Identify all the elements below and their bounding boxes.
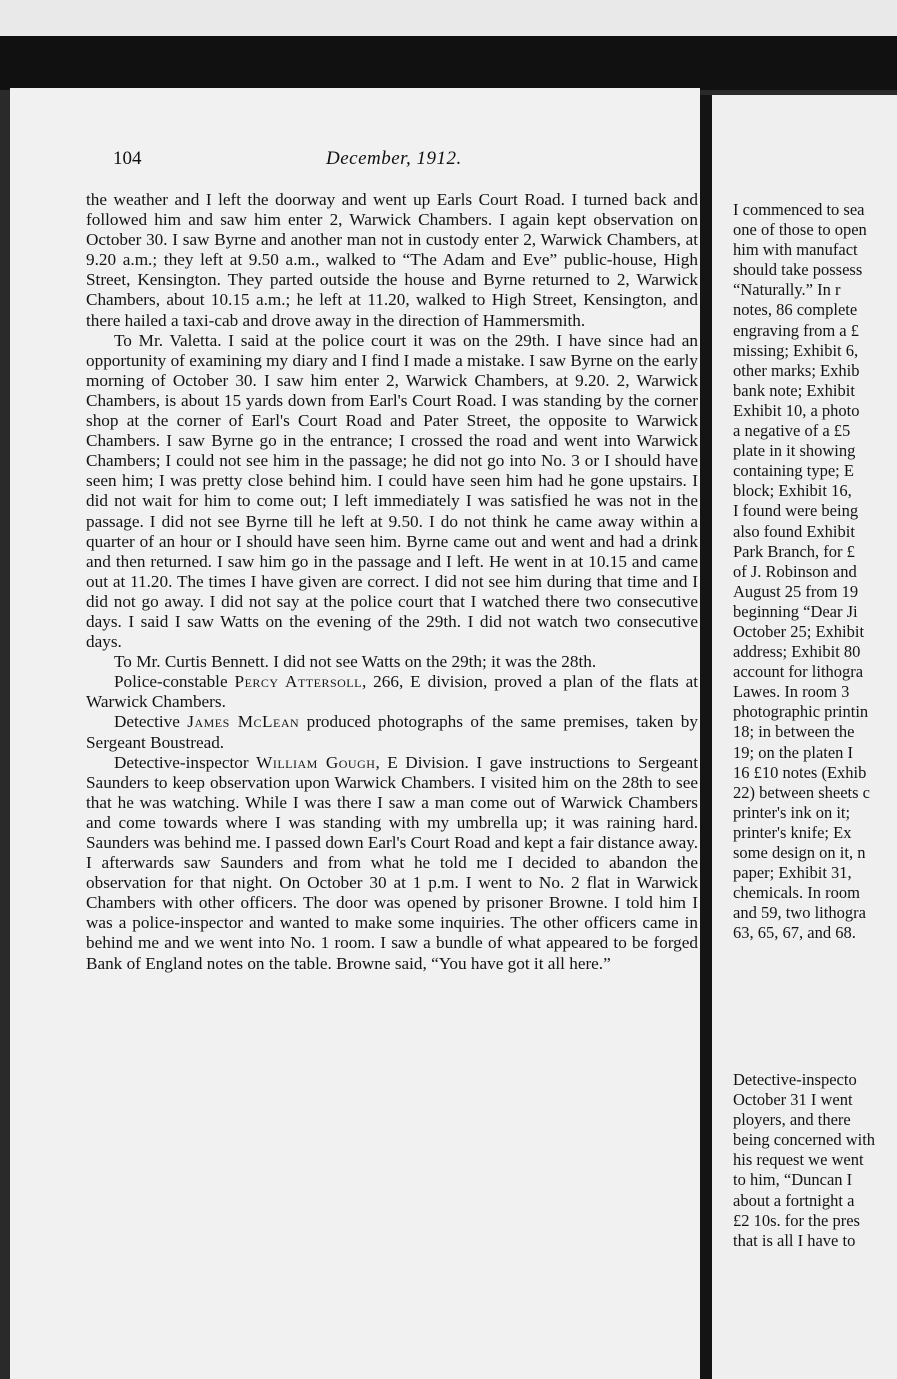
right-page-line: photographic printin — [733, 702, 869, 722]
right-page-line: August 25 from 19 — [733, 581, 859, 601]
right-page-line: bank note; Exhibit — [733, 380, 855, 400]
right-page-line: I found were being — [733, 501, 859, 521]
right-page-line: Detective-inspecto — [733, 1070, 857, 1089]
right-page-line: that is all I have to — [733, 1230, 856, 1250]
scanner-background — [0, 0, 897, 36]
p4-text-pre: Police-constable — [114, 672, 235, 692]
paragraph-2: To Mr. Valetta. I said at the police court it was on the 29th. I have since had an opportunity of examining my diary and I find I made a mistake. I saw Byrne on the early morning of October 30. I saw him enter 2, Warwick Chambers, at 9.20. 2, Warwick Chambers, is about 15 yards down from Earl's Court Road. I was standing by the corner shop at the corner of Earl's Court Road and Pater Street, the opposite to Warwick Chambers. I saw Byrne go in the entrance; I crossed the road and went into Warwick Chambers; I could not see him in the passage; he did not go into No. 3 or I should have seen him; I was pretty close behind him. I could have seen him had he gone upstairs. I did not wait for him to come out; I left immediately I was satisfied he was not in the passage. I did not see Byrne till he left at 9.50. I do not think he came away within a quarter of an hour or I should have seen him. Byrne came out and went and had a drink and then returned. I saw him go in the passage and I left. He went in at 10.15 and came out at 11.20. The times I have given are correct. I did not see him during that time and I did not go away. I did not say at the police court that I watched there two consecutive days. I said I saw Watts on the evening of the 29th. I did not watch two consecutive days. — [86, 330, 698, 652]
right-page-line: paper; Exhibit 31, — [733, 863, 852, 883]
right-page-text-lower — [733, 1070, 897, 1251]
right-page-line: to him, “Duncan I — [733, 1170, 853, 1190]
paragraph-1: the weather and I left the doorway and went up Earls Court Road. I turned back and followed him and saw him enter 2, Warwick Chambers. I again kept observation on October 30. I saw Byrne and another man not in custody enter 2, Warwick Chambers, at 9.20 a.m.; they left at 9.50 a.m., walked to “The Adam and Eve” public-house, High Street, Kensington. They parted outside the house and Byrne returned to 2, Warwick Chambers, about 10.15 a.m.; he left at 11.20, walked to High Street, Kensington, and there hailed a taxi-cab and drove away in the direction of Hammersmith. — [86, 190, 698, 330]
right-page-line: other marks; Exhib — [733, 360, 860, 380]
page-gutter — [700, 95, 712, 1379]
right-page-line: his request we went — [733, 1150, 864, 1170]
right-page-line: chemicals. In room — [733, 883, 860, 903]
witness-name-mclean: James McLean — [187, 712, 300, 732]
p6-text-pre: Detective-inspector — [114, 752, 257, 772]
paragraph-3: To Mr. Curtis Bennett. I did not see Watts on the 29th; it was the 28th. — [114, 652, 597, 672]
main-text-column — [86, 190, 698, 974]
paragraph-6 — [86, 753, 698, 974]
right-page-line: being concerned with — [733, 1130, 876, 1150]
right-page-line: notes, 86 complete — [733, 300, 858, 320]
right-page-line: account for lithogra — [733, 662, 864, 682]
right-page-line: Park Branch, for £ — [733, 541, 855, 561]
right-page-line: beginning “Dear Ji — [733, 601, 858, 621]
right-page-line: a negative of a £5 — [733, 421, 851, 441]
right-page-line: him with manufact — [733, 240, 858, 260]
right-page-line: 22) between sheets c — [733, 782, 870, 802]
running-head: December, 1912. — [326, 148, 462, 169]
right-page-line: 18; in between the — [733, 722, 855, 742]
right-page-line: 63, 65, 67, and 68. — [733, 923, 856, 943]
right-page-line: and 59, two lithogra — [733, 903, 866, 923]
p4-text-post: , 266, E division, proved a plan of the flats at Warwick Chambers. — [86, 672, 698, 712]
right-page-line: printer's ink on it; — [733, 802, 851, 822]
p5-text-post: produced photographs of the same premises, taken by Sergeant Boustread. — [86, 712, 698, 752]
right-page-line: plate in it showing — [733, 441, 856, 461]
right-page-line: address; Exhibit 80 — [733, 642, 861, 662]
right-page-line: October 25; Exhibit — [733, 621, 865, 641]
page-header — [113, 148, 693, 176]
paragraph-4 — [86, 672, 698, 712]
right-page-line: “Naturally.” In r — [733, 280, 841, 300]
p5-text-pre: Detective — [114, 712, 188, 732]
right-page-line: of J. Robinson and — [733, 561, 857, 581]
p6-text-post: , E Division. I gave instructions to Sergeant Saunders to keep observation upon Warwick Chambers. I visited him on the 28th to see that he was watching. While I was there I saw a man come out of Warwick Chambers and come towards where I was standing with my umbrella up; it was raining hard. Saunders was behind me. I passed down Earl's Court Road and kept a fair distance away. I afterwards saw Saunders and from what he told me I decided to abandon the observation for that night. On October 30 at 1 p.m. I went to No. 2 flat in Warwick Chambers with other officers. The door was opened by prisoner Browne. I told him I was a police-inspector and wanted to make some inquiries. The other officers came in behind me and we went into No. 1 room. I saw a bundle of what appeared to be forged Bank of England notes on the table. Browne said, “You have got it all here.” — [86, 752, 698, 973]
right-page-line: containing type; E — [733, 461, 854, 481]
right-page-line: ployers, and there — [733, 1110, 851, 1130]
right-page-line: some design on it, n — [733, 843, 866, 862]
witness-name-attersoll: Percy Attersoll — [234, 672, 362, 692]
right-page-line: October 31 I went — [733, 1090, 853, 1110]
right-page-text-upper — [733, 200, 897, 943]
right-page-line: missing; Exhibit 6, — [733, 340, 859, 360]
right-page-line: engraving from a £ — [733, 320, 859, 340]
right-page-line: £2 10s. for the pres — [733, 1210, 860, 1230]
right-page-line: Exhibit 10, a photo — [733, 400, 860, 420]
witness-name-gough: William Gough — [256, 752, 376, 772]
right-page-line: printer's knife; Ex — [733, 822, 852, 842]
right-page-line: about a fortnight a — [733, 1190, 855, 1210]
right-page-line: I commenced to sea — [733, 200, 865, 219]
paragraph-5 — [86, 712, 698, 752]
right-page-line: block; Exhibit 16, — [733, 481, 852, 501]
right-page-line: 19; on the platen I — [733, 742, 854, 762]
page-number: 104 — [113, 148, 142, 169]
right-page-line: one of those to open — [733, 220, 867, 240]
right-page-line: should take possess — [733, 260, 863, 280]
right-page-line: 16 £10 notes (Exhib — [733, 762, 867, 782]
book-shadow-band — [0, 36, 897, 90]
right-page-line: Lawes. In room 3 — [733, 682, 850, 702]
right-page-line: also found Exhibit — [733, 521, 855, 541]
